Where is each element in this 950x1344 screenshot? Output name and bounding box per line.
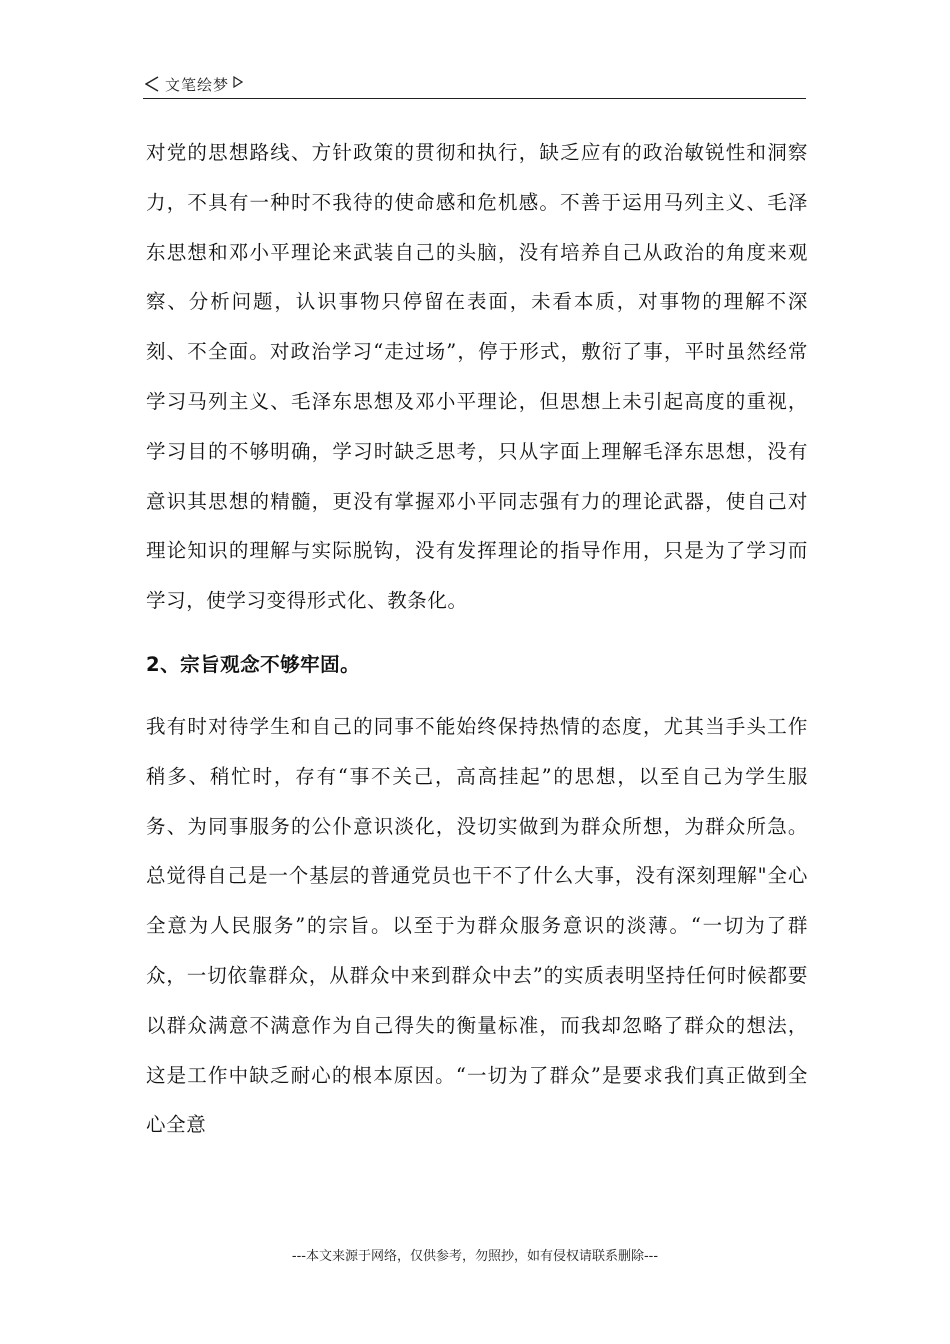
header-brand: 文笔绘梦	[165, 76, 230, 94]
paragraph-2: 我有时对待学生和自己的同事不能始终保持热情的态度，尤其当手头工作稍多、稍忙时，存有“事不关己，高高挂起”的思想，以至自己为学生服务、为同事服务的公仆意识淡化，没切实做到为群众所想，为群众所急。总觉得自己是一个基层的普通党员也干不了什么大事，没有深刻理解"全心全意为人民服务”的宗旨。以至于为群众服务意识的淡薄。“一切为了群众，一切依靠群众，从群众中来到群众中去”的实质表明坚持任何时候都要以群众满意不满意作为自己得失的衡量标准，而我却忽略了群众的想法，这是工作中缺乏耐心的根本原因。“一切为了群众”是要求我们真正做到全心全意	[146, 714, 808, 1137]
page-header	[143, 70, 806, 99]
document-body	[146, 128, 808, 1150]
triangle-left-icon	[145, 76, 159, 92]
triangle-right-icon	[233, 76, 243, 88]
footer-notice: ---本文来源于网络，仅供参考，勿照抄，如有侵权请联系删除---	[291, 1249, 659, 1264]
paragraph-1: 对党的思想路线、方针政策的贯彻和执行，缺乏应有的政治敏锐性和洞察力，不具有一种时不我待的使命感和危机感。不善于运用马列主义、毛泽东思想和邓小平理论来武装自己的头脑，没有培养自己从政治的角度来观察、分析问题，认识事物只停留在表面，未看本质，对事物的理解不深刻、不全面。对政治学习“走过场”，停于形式，敷衍了事，平时虽然经常学习马列主义、毛泽东思想及邓小平理论，但思想上未引起高度的重视，学习目的不够明确，学习时缺乏思考，只从字面上理解毛泽东思想，没有意识其思想的精髓，更没有掌握邓小平同志强有力的理论武器，使自己对理论知识的理解与实际脱钩，没有发挥理论的指导作用，只是为了学习而学习，使学习变得形式化、教条化。	[146, 141, 808, 613]
section-heading: 2、宗旨观念不够牢固。	[146, 652, 361, 676]
